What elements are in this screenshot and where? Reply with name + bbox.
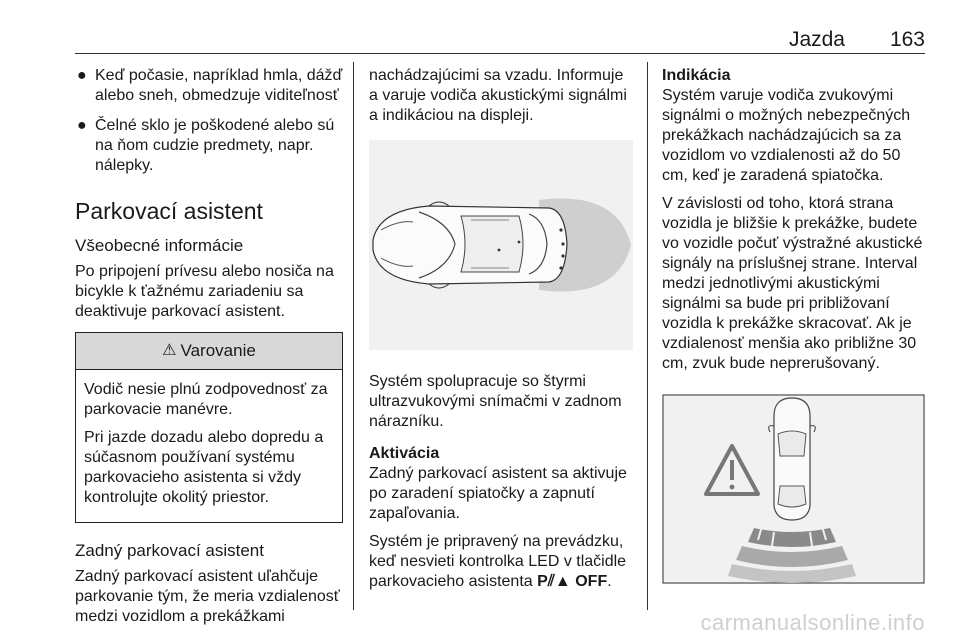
activation-text: Zadný parkovací asistent sa aktivuje po zaradení spiatočky a zapnutí zapaľovania. [369,465,627,522]
figure-caption: Systém spolupracuje so štyrmi ultrazvukovými snímačmi v zadnom nárazníku. [369,373,622,430]
list-item [75,116,343,176]
warning-triangle-icon: ⚠ [162,342,177,359]
rear-text: Zadný parkovací asistent uľahčuje parkovanie tým, že meria vzdialenosť medzi vozidlom a prekážkami [75,568,340,625]
list-item [75,66,343,106]
column-1 [75,66,343,635]
column-divider-1 [353,62,354,610]
warning-header [76,333,342,370]
warning-box [75,332,343,523]
indication-title: Indikácia [662,67,731,84]
section-title: Parkovací asistent [75,198,263,224]
indication-text: Systém varuje vodiča zvukovými signálmi o možných nebezpečných prekážkach nachádzajúcich sa za vozidlom vo vzdialenosti až do 50 cm, keď je zaradená spiatočka. [662,87,911,184]
figure-car-sensors [369,140,633,356]
warning-text-1: Vodič nesie plnú zodpovednosť za parkovacie manévre. [84,381,328,418]
bullet-list [75,66,343,176]
ready-text-paragraph: Systém je pripravený na prevádzku, keď nesvieti kontrolka LED v tlačidle parkovacieho asistenta P⫽▲ OFF. [369,533,627,590]
list-item-text: Čelné sklo je poškodené alebo sú na ňom cudzie predmety, napr. nálepky. [95,117,335,174]
column-3 [662,66,927,606]
activation-title: Aktivácia [369,445,440,462]
subsection-rear-title: Zadný parkovací asistent [75,541,264,560]
ready-text: Systém je pripravený na prevádzku, keď nesvieti kontrolka LED v tlačidle parkovacieho asistenta [369,533,627,590]
warning-text-2: Pri jazde dozadu alebo dopredu a súčasnom používaní systému parkovacieho asistenta si vždy kontrolujte okolitý priestor. [84,429,324,506]
list-item-text: Keď počasie, napríklad hmla, dážď alebo sneh, obmedzuje viditeľnosť [95,67,343,104]
bullet-icon: ● [77,67,87,84]
column-2 [369,66,633,600]
continued-text: nachádzajúcimi sa vzadu. Informuje a varuje vodiča akustickými signálmi a indikáciou na displeji. [369,67,627,124]
subsection-general-title: Všeobecné informácie [75,236,244,255]
warning-body [76,370,342,522]
car-sensor-illustration [369,140,633,350]
general-text: Po pripojení prívesu alebo nosiča na bicykle k ťažnému zariadeniu sa deaktivuje parkovací asistent. [75,263,334,320]
dependency-text: V závislosti od toho, ktorá strana vozidla je bližšie k prekážke, budete vo vozidle počuť výstražné akustické signály na príslušnej strane. Interval medzi jednotlivými akustickými signálmi sa bude pri približovaní vozidla k prekážke skracovať. Ak je vzdialenosť menšia ako približne 30 cm, zvuk bude neprerušovaný. [662,195,923,372]
header-rule [75,53,925,54]
column-divider-2 [647,62,648,610]
chapter-title: Jazda [788,28,845,51]
led-state: OFF [575,573,608,590]
warning-title: Varovanie [180,341,256,360]
parking-assist-icon: P⫽▲ [537,573,571,590]
bullet-icon: ● [77,117,87,134]
page-number: 163 [889,28,925,51]
watermark: carmanualsonline.info [700,610,925,635]
figure-display-indication [662,394,927,590]
page-header [75,24,925,52]
display-indication-illustration [662,394,925,584]
